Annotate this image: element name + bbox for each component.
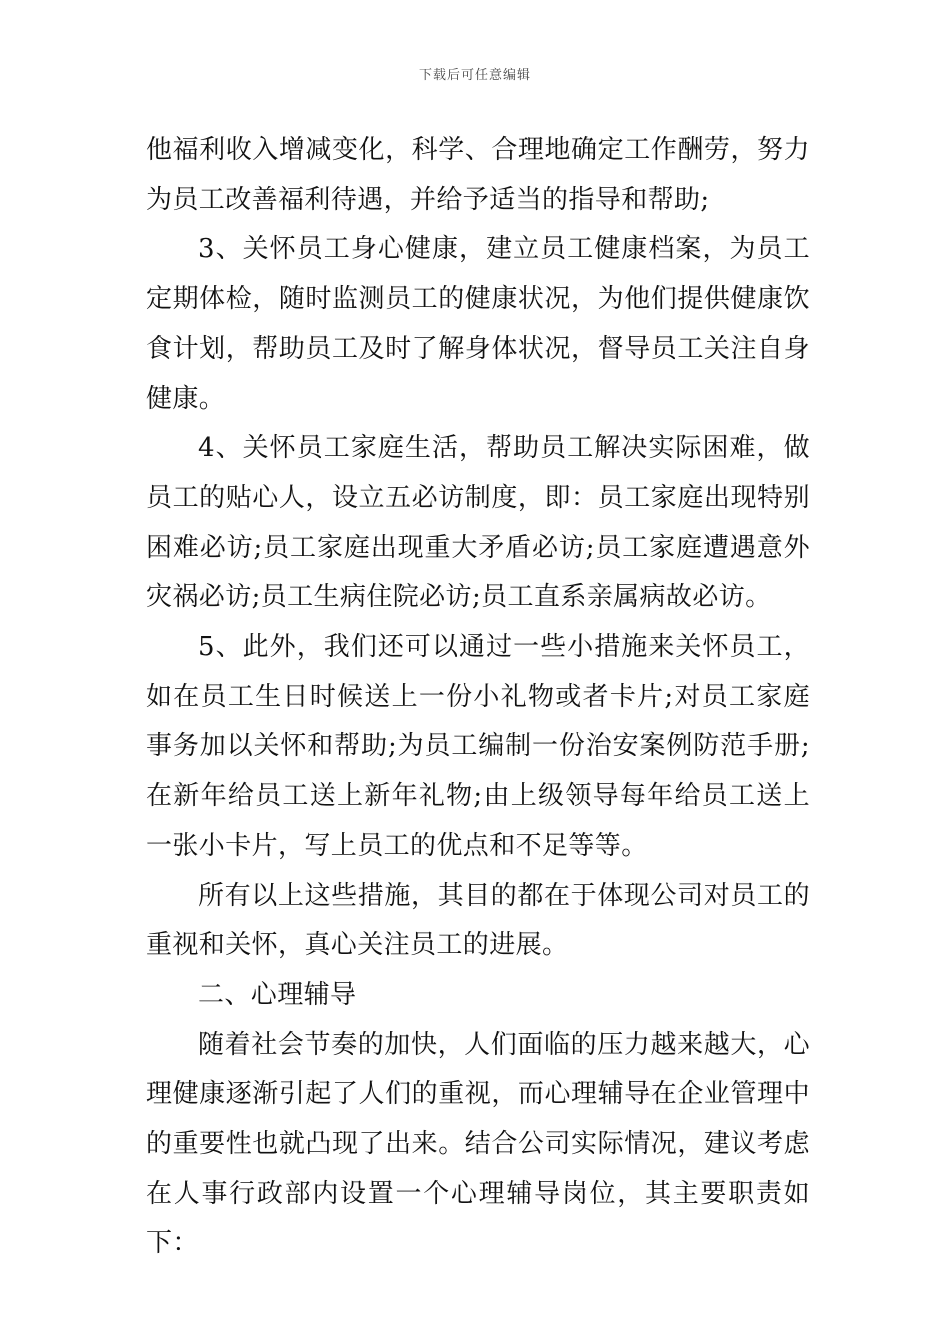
paragraph-summary: 所有以上这些措施，其目的都在于体现公司对员工的重视和关怀，真心关注员工的进展。 [146,880,810,961]
paragraph-continuation: 他福利收入增减变化，科学、合理地确定工作酬劳，努力为员工改善福利待遇，并给予适当的指导和帮助; [146,135,810,215]
page-header: 下载后可任意编辑 [418,68,531,83]
paragraph-item-3: 3、关怀员工身心健康，建立员工健康档案，为员工定期体检，随时监测员工的健康状况，为他们提供健康饮食计划，帮助员工及时了解身体状况，督导员工关注自身健康。 [146,234,810,414]
paragraph-intro: 随着社会节奏的加快，人们面临的压力越来越大，心理健康逐渐引起了人们的重视，而心理辅导在企业管理中的重要性也就凸现了出来。结合公司实际情况，建议考虑在人事行政部内设置一个心理辅导岗位，其主要职责如下： [146,1029,810,1259]
document-body [146,126,810,1269]
section-heading: 二、心理辅导 [198,979,357,1010]
paragraph-item-5: 5、此外，我们还可以通过一些小措施来关怀员工，如在员工生日时候送上一份小礼物或者卡片;对员工家庭事务加以关怀和帮助;为员工编制一份治安案例防范手册;在新年给员工送上新年礼物;由上级领导每年给员工送上一张小卡片，写上员工的优点和不足等等。 [146,632,810,861]
paragraph-item-4: 4、关怀员工家庭生活，帮助员工解决实际困难，做员工的贴心人，设立五必访制度，即：员工家庭出现特别困难必访;员工家庭出现重大矛盾必访;员工家庭遭遇意外灾祸必访;员工生病住院必访;员工直系亲属病故必访。 [146,433,810,613]
